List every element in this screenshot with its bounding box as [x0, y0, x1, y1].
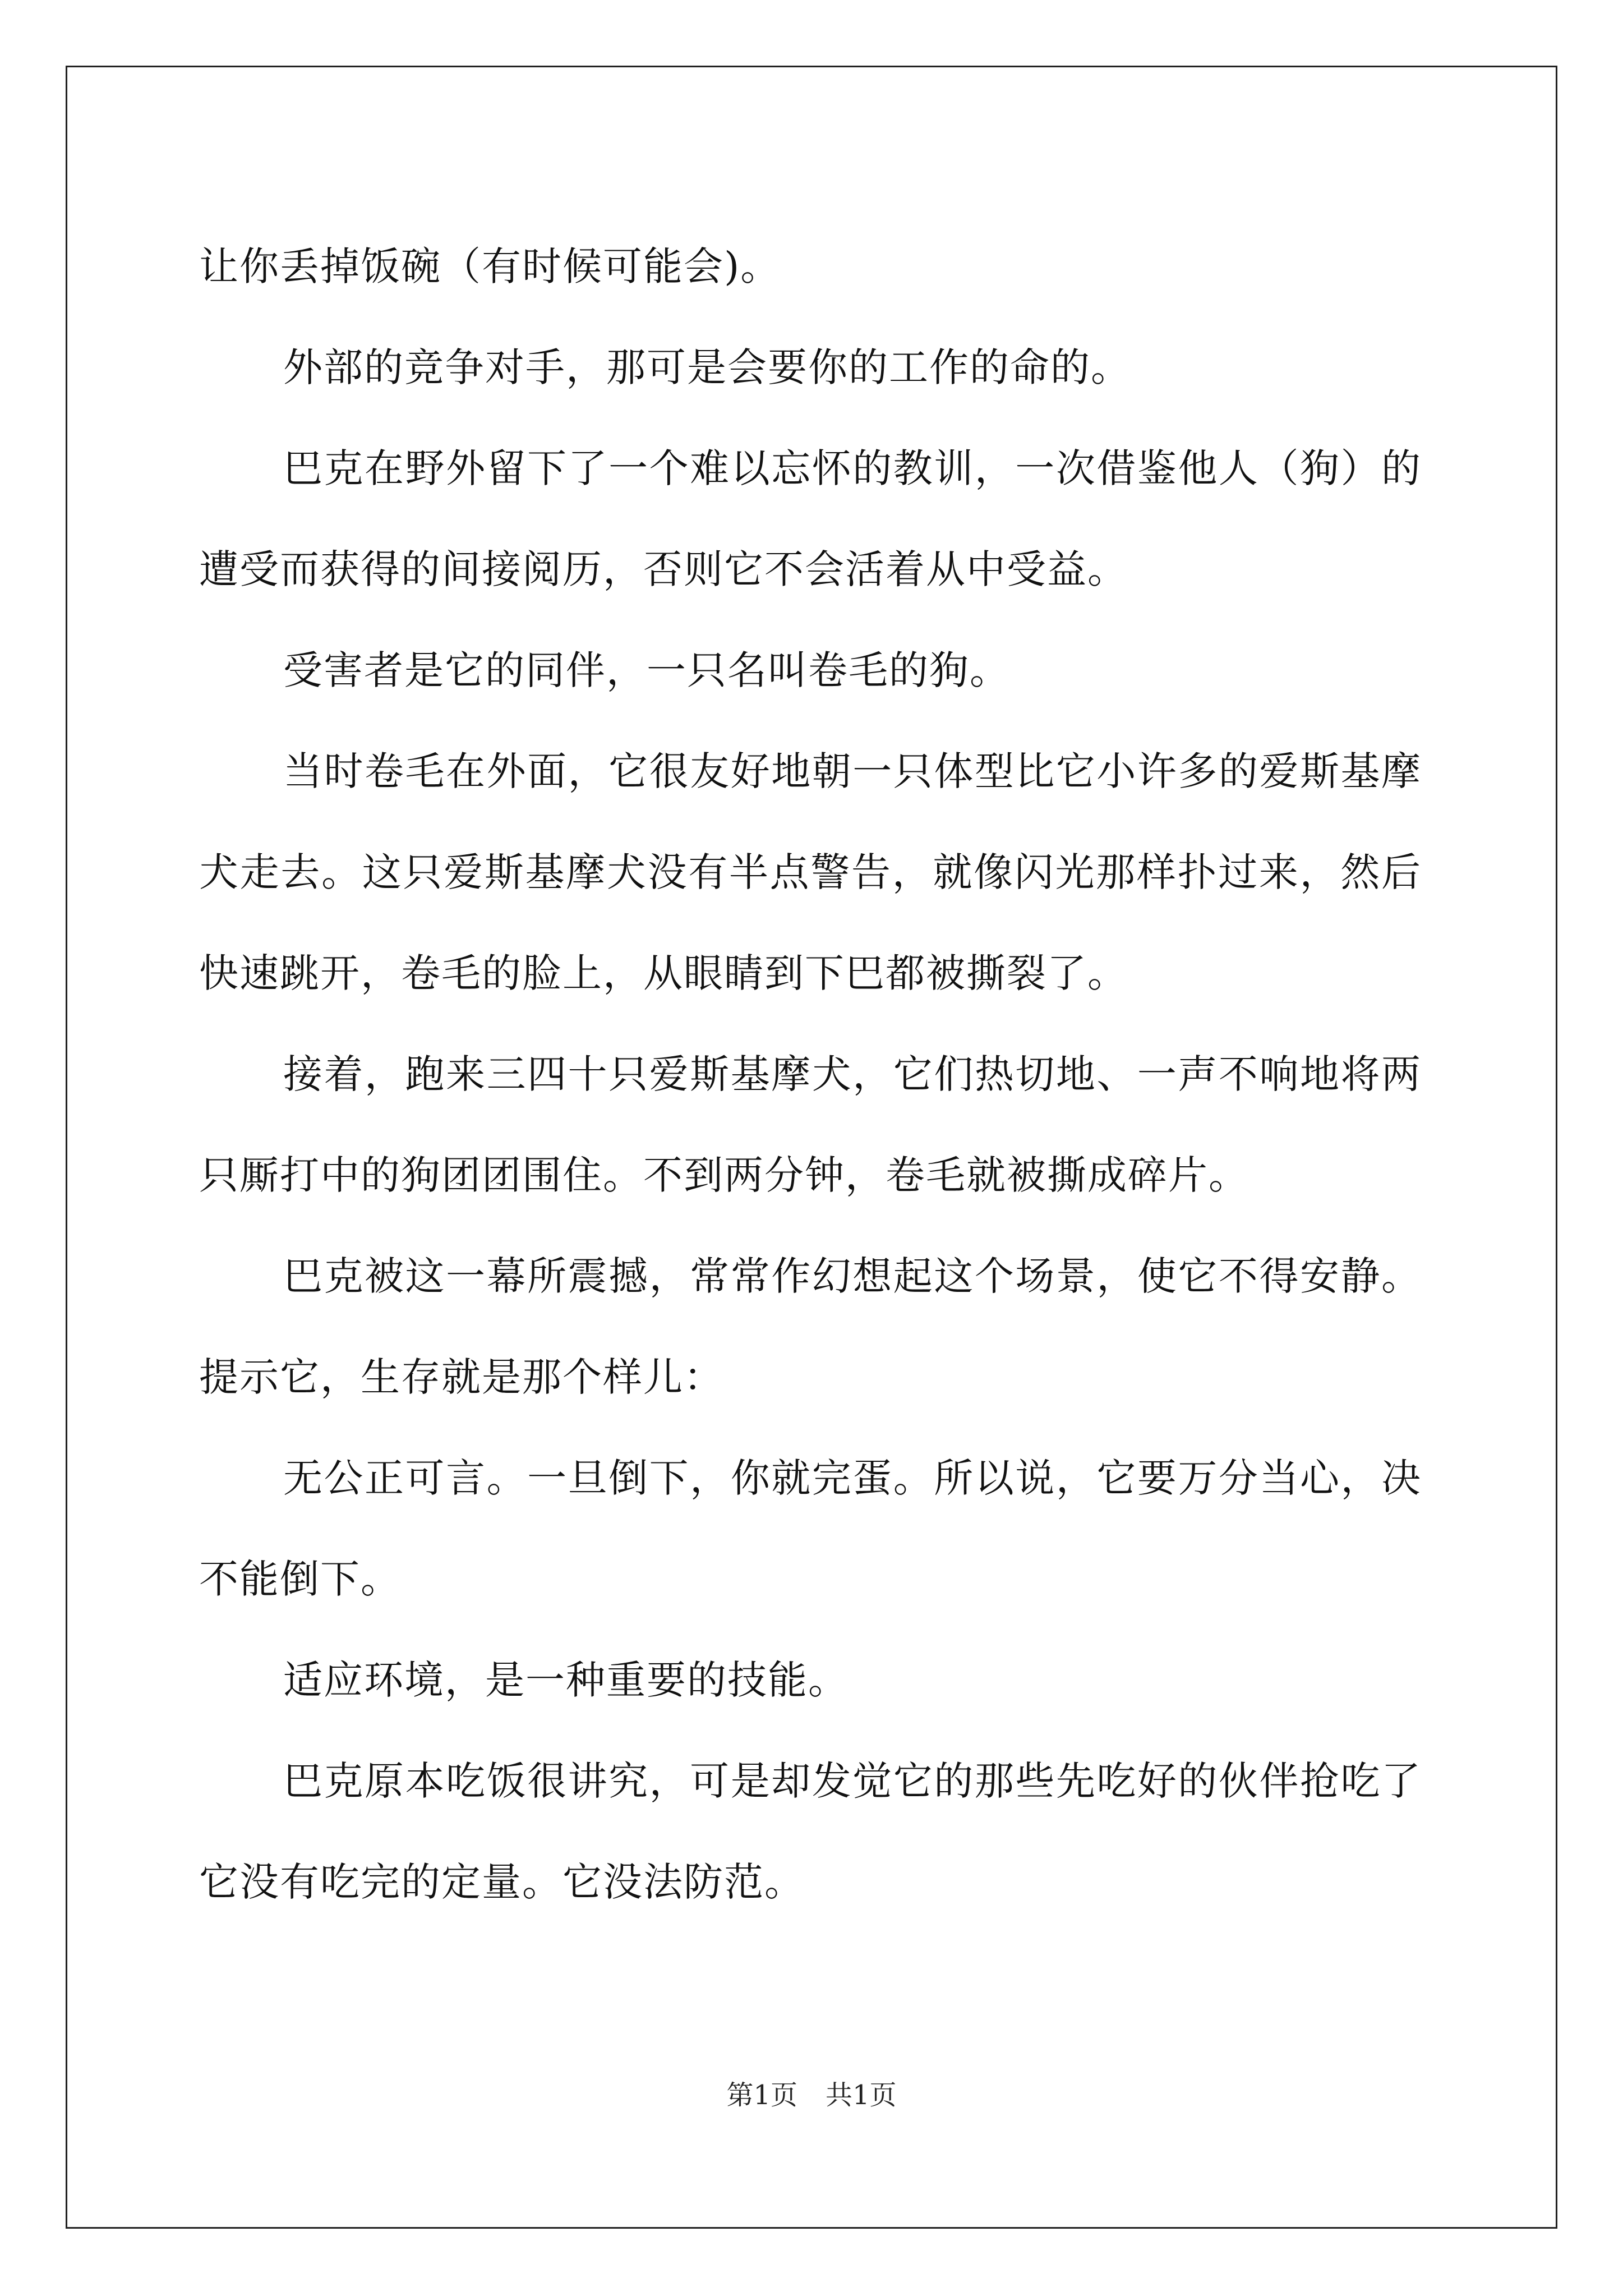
paragraph-5: 当时卷毛在外面，它很友好地朝一只体型比它小许多的爱斯基摩犬走去。这只爱斯基摩犬没有半点警告，就像闪光那样扑过来，然后快速跳开，卷毛的脸上，从眼睛到下巴都被撕裂了。 [199, 748, 1422, 996]
paragraph-2: 外部的竞争对手，那可是会要你的工作的命的。 [283, 344, 1131, 390]
paragraph-10: 巴克原本吃饭很讲究，可是却发觉它的那些先吃好的伙伴抢吃了它没有吃完的定量。它没法防范。 [199, 1758, 1422, 1905]
paragraph-9: 适应环境，是一种重要的技能。 [283, 1657, 849, 1703]
paragraph-4: 受害者是它的同伴，一只名叫卷毛的狗。 [283, 647, 1010, 693]
page-number: 第1页 [726, 2079, 797, 2111]
paragraph-7: 巴克被这一幕所震撼，常常作幻想起这个场景，使它不得安静。提示它，生存就是那个样儿： [199, 1253, 1422, 1400]
document-body [199, 216, 1422, 1932]
page-footer [0, 2078, 1623, 2112]
paragraph-8: 无公正可言。一旦倒下，你就完蛋。所以说，它要万分当心，决不能倒下。 [199, 1455, 1422, 1602]
page-total: 共1页 [826, 2079, 897, 2111]
paragraph-6: 接着，跑来三四十只爱斯基摩犬，它们热切地、一声不响地将两只厮打中的狗团团围住。不到两分钟，卷毛就被撕成碎片。 [199, 1051, 1422, 1198]
paragraph-1: 让你丢掉饭碗（有时候可能会)。 [199, 243, 781, 289]
paragraph-3: 巴克在野外留下了一个难以忘怀的教训，一次借鉴他人（狗）的遭受而获得的间接阅历，否则它不会活着从中受益。 [199, 445, 1422, 592]
